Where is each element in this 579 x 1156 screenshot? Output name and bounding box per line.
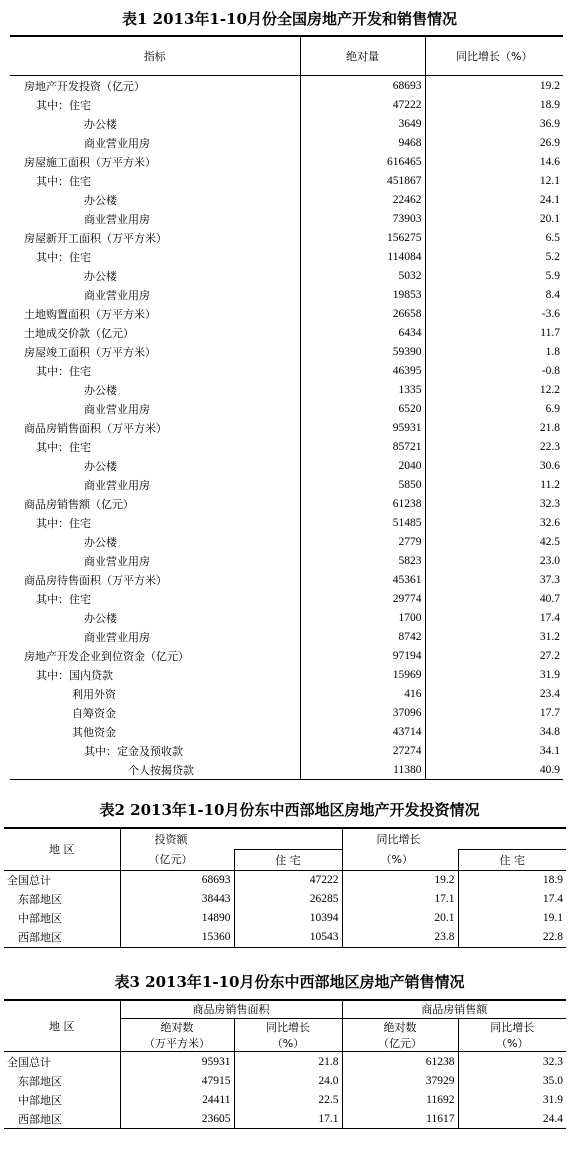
table3-header-area-growth: 同比增长 [234,1018,342,1035]
table1-growth: 11.7 [425,323,563,342]
table3-area: 95931 [120,1052,234,1072]
table3-area: 23605 [120,1109,234,1129]
table1-indicator: 其中：住宅 [36,440,91,454]
table1-growth: 8.4 [425,285,563,304]
table1-absolute: 616465 [300,152,425,171]
table2-header-region: 地 区 [4,828,120,870]
table1-absolute: 451867 [300,171,425,190]
table1-absolute: 29774 [300,589,425,608]
table1-row [10,323,563,342]
table2-growth-residential: 18.9 [458,870,566,890]
table3-area-growth: 21.8 [234,1052,342,1072]
table3-area-growth: 17.1 [234,1109,342,1129]
table1-growth: 31.9 [425,665,563,684]
table1-absolute: 6434 [300,323,425,342]
table2-region: 东部地区 [18,893,62,906]
table1-growth: 12.1 [425,171,563,190]
table2-residential: 10543 [234,928,342,948]
table1-indicator: 商业营业用房 [84,402,150,416]
table1-growth: 26.9 [425,133,563,152]
table1-growth: 32.6 [425,513,563,532]
table1-growth: 5.2 [425,247,563,266]
table1-indicator: 商业营业用房 [84,288,150,302]
table1-absolute: 61238 [300,494,425,513]
table3-area: 24411 [120,1090,234,1109]
table1 [10,35,563,780]
table1-absolute: 9468 [300,133,425,152]
table3-sales: 37929 [342,1071,458,1090]
table1-header-absolute: 绝对量 [300,36,425,76]
table1-growth: -0.8 [425,361,563,380]
table3-sales-growth: 24.4 [458,1109,566,1129]
table3-area: 47915 [120,1071,234,1090]
table1-indicator: 房地产开发投资（亿元） [24,79,145,93]
table3-row [4,1052,566,1072]
table1-absolute: 47222 [300,95,425,114]
table1-growth: 11.2 [425,475,563,494]
table2-growth: 20.1 [342,909,458,928]
table1-growth: 40.7 [425,589,563,608]
table1-growth: 34.1 [425,741,563,760]
table1-indicator: 房屋竣工面积（万平方米） [24,345,156,359]
table1-indicator: 其中：住宅 [36,174,91,188]
table1-row [10,589,563,608]
table3-region: 西部地区 [4,1109,120,1129]
table3 [4,999,566,1129]
table2-header-residential: 住 宅 [234,849,342,870]
table1-indicator: 自筹资金 [72,706,116,720]
table3-header-sales-growth: 同比增长 [458,1018,566,1035]
table1-indicator: 土地成交价款（亿元） [24,326,134,340]
table1-absolute: 43714 [300,722,425,741]
table3-sales: 11617 [342,1109,458,1129]
table1-row [10,399,563,418]
table2-row [4,890,566,909]
table1-indicator: 其中：住宅 [36,592,91,606]
table1-indicator: 其中：住宅 [36,250,91,264]
table2-header-investment-unit: （亿元） [120,849,234,870]
table1-row [10,684,563,703]
table1-growth: 6.9 [425,399,563,418]
table1-indicator: 办公楼 [84,383,117,397]
table2-growth: 17.1 [342,890,458,909]
table1-absolute: 73903 [300,209,425,228]
table1-indicator: 其中：住宅 [36,516,91,530]
table3-header-sales-growth-unit: （%） [458,1035,566,1052]
table1-indicator: 房屋施工面积（万平方米） [24,155,156,169]
table1-row [10,722,563,741]
table1-growth: -3.6 [425,304,563,323]
table3-row [4,1071,566,1090]
table1-growth: 23.0 [425,551,563,570]
table1-growth: 20.1 [425,209,563,228]
table3-sales: 61238 [342,1052,458,1072]
table1-absolute: 416 [300,684,425,703]
table1-growth: 6.5 [425,228,563,247]
table2-residential: 10394 [234,909,342,928]
table2-title: 表2 2013年1-10月份东中西部地区房地产开发投资情况 [99,801,480,819]
table1-growth: 30.6 [425,456,563,475]
table1-indicator: 商业营业用房 [84,478,150,492]
table1-row [10,209,563,228]
table1-row [10,703,563,722]
table2-region: 西部地区 [4,928,120,948]
table1-row [10,570,563,589]
table1-row [10,760,563,780]
table1-row [10,133,563,152]
table3-header-area-abs: 绝对数 [120,1018,234,1035]
table1-growth: 32.3 [425,494,563,513]
table3-sales-growth: 32.3 [458,1052,566,1072]
table1-absolute: 51485 [300,513,425,532]
table3-header-sales-group: 商品房销售额 [342,1000,566,1018]
table3-header-sales-unit: （亿元） [342,1035,458,1052]
table1-absolute: 59390 [300,342,425,361]
table1-absolute: 46395 [300,361,425,380]
table2-row [4,909,566,928]
table2-header-growth: 同比增长 [342,828,566,849]
table1-row [10,380,563,399]
table1-row [10,418,563,437]
table1-growth: 27.2 [425,646,563,665]
table1-growth: 40.9 [425,760,563,780]
table1-row [10,646,563,665]
table1-growth: 14.6 [425,152,563,171]
table1-row [10,665,563,684]
table3-region: 东部地区 [18,1074,62,1088]
table1-indicator: 其他资金 [72,725,116,739]
table3-sales: 11692 [342,1090,458,1109]
table1-indicator: 其中：国内贷款 [36,668,113,682]
table1-absolute: 27274 [300,741,425,760]
table1-header-row [10,36,563,76]
table1-growth: 42.5 [425,532,563,551]
table2-row [4,928,566,948]
table2-residential: 47222 [234,870,342,890]
table1-absolute: 156275 [300,228,425,247]
table1-row [10,95,563,114]
table3-area-growth: 24.0 [234,1071,342,1090]
table2 [4,827,566,948]
table1-absolute: 114084 [300,247,425,266]
table1-body [10,76,563,780]
table1-row [10,247,563,266]
table1-header-indicator: 指标 [10,36,300,76]
table1-indicator: 其中：定金及预收款 [84,744,183,758]
table1-absolute: 5823 [300,551,425,570]
table2-header-growth-residential: 住 宅 [458,849,566,870]
table1-growth: 17.7 [425,703,563,722]
table1-row [10,190,563,209]
table1-row [10,171,563,190]
table1-indicator: 土地购置面积（万平方米） [24,307,156,321]
table1-growth: 12.2 [425,380,563,399]
table2-row [4,870,566,890]
table1-indicator: 办公楼 [84,535,117,549]
table1-row [10,361,563,380]
table1-row [10,266,563,285]
table2-region: 全国总计 [7,874,51,887]
table1-growth: 18.9 [425,95,563,114]
table3-header-sales-abs: 绝对数 [342,1018,458,1035]
table1-row [10,551,563,570]
table2-growth: 19.2 [342,870,458,890]
table1-row [10,228,563,247]
table2-growth-residential: 19.1 [458,909,566,928]
table1-absolute: 26658 [300,304,425,323]
table1-growth: 1.8 [425,342,563,361]
table1-absolute: 45361 [300,570,425,589]
table1-absolute: 19853 [300,285,425,304]
table1-growth: 21.8 [425,418,563,437]
table2-investment: 38443 [120,890,234,909]
table1-row [10,513,563,532]
table1-row [10,152,563,171]
table1-indicator: 房屋新开工面积（万平方米） [24,231,167,245]
table1-absolute: 2779 [300,532,425,551]
table1-absolute: 37096 [300,703,425,722]
table1-growth: 31.2 [425,627,563,646]
table1-indicator: 商业营业用房 [84,136,150,150]
table3-region: 全国总计 [7,1055,51,1069]
table3-title: 表3 2013年1-10月份东中西部地区房地产销售情况 [114,973,465,991]
table1-growth: 23.4 [425,684,563,703]
table1-absolute: 6520 [300,399,425,418]
table1-indicator: 商品房销售额（亿元） [24,497,134,511]
table2-header-growth-unit: （%） [342,849,458,870]
table1-indicator: 利用外资 [72,687,116,701]
table1-absolute: 95931 [300,418,425,437]
table1-absolute: 5850 [300,475,425,494]
table1-growth: 22.3 [425,437,563,456]
table1-absolute: 3649 [300,114,425,133]
table3-header-area-group: 商品房销售面积 [120,1000,342,1018]
table1-growth: 19.2 [425,76,563,96]
table3-header-region: 地 区 [4,1000,120,1052]
table1-absolute: 68693 [300,76,425,96]
table1-indicator: 其中：住宅 [36,98,91,112]
table2-investment: 68693 [120,870,234,890]
table1-indicator: 办公楼 [84,611,117,625]
table1-indicator: 商业营业用房 [84,554,150,568]
table1-absolute: 1335 [300,380,425,399]
table1-indicator: 商业营业用房 [84,630,150,644]
table1-absolute: 85721 [300,437,425,456]
table2-growth-residential: 17.4 [458,890,566,909]
table1-header-growth: 同比增长（%） [425,36,563,76]
table1-growth: 5.9 [425,266,563,285]
table1-row [10,285,563,304]
table1-growth: 36.9 [425,114,563,133]
table3-area-growth: 22.5 [234,1090,342,1109]
table1-growth: 37.3 [425,570,563,589]
table2-header-investment: 投资额 [120,828,342,849]
table1-indicator: 办公楼 [84,269,117,283]
table1-row [10,627,563,646]
table1-row [10,342,563,361]
table1-indicator: 办公楼 [84,193,117,207]
table1-row [10,608,563,627]
table1-indicator: 商品房销售面积（万平方米） [24,421,167,435]
table3-header-area-growth-unit: （%） [234,1035,342,1052]
table1-growth: 24.1 [425,190,563,209]
table3-sales-growth: 31.9 [458,1090,566,1109]
table1-indicator: 房地产开发企业到位资金（亿元） [24,649,189,663]
table2-investment: 14890 [120,909,234,928]
table1-absolute: 22462 [300,190,425,209]
table1-absolute: 5032 [300,266,425,285]
table1-indicator: 商品房待售面积（万平方米） [24,573,167,587]
table1-row [10,304,563,323]
table1-row [10,456,563,475]
table1-absolute: 8742 [300,627,425,646]
table2-growth: 23.8 [342,928,458,948]
table1-growth: 17.4 [425,608,563,627]
table1-absolute: 2040 [300,456,425,475]
table2-growth-residential: 22.8 [458,928,566,948]
table3-row [4,1109,566,1129]
table2-investment: 15360 [120,928,234,948]
table1-row [10,437,563,456]
table1-row [10,532,563,551]
table1-indicator: 商业营业用房 [84,212,150,226]
table1-absolute: 15969 [300,665,425,684]
table1-absolute: 1700 [300,608,425,627]
table1-row [10,494,563,513]
table1-row [10,76,563,96]
table1-indicator: 办公楼 [84,459,117,473]
table1-row [10,114,563,133]
table2-residential: 26285 [234,890,342,909]
table1-row [10,741,563,760]
table1-row [10,475,563,494]
table1-growth: 34.8 [425,722,563,741]
table2-region: 中部地区 [18,912,62,925]
table3-row [4,1090,566,1109]
table3-sales-growth: 35.0 [458,1071,566,1090]
table1-title: 表1 2013年1-10月份全国房地产开发和销售情况 [122,10,457,28]
table3-header-area-unit: （万平方米） [120,1035,234,1052]
table1-absolute: 97194 [300,646,425,665]
table3-region: 中部地区 [18,1093,62,1107]
table1-absolute: 11380 [300,760,425,780]
table1-indicator: 个人按揭贷款 [10,760,300,780]
table1-indicator: 其中：住宅 [36,364,91,378]
table1-indicator: 办公楼 [84,117,117,131]
